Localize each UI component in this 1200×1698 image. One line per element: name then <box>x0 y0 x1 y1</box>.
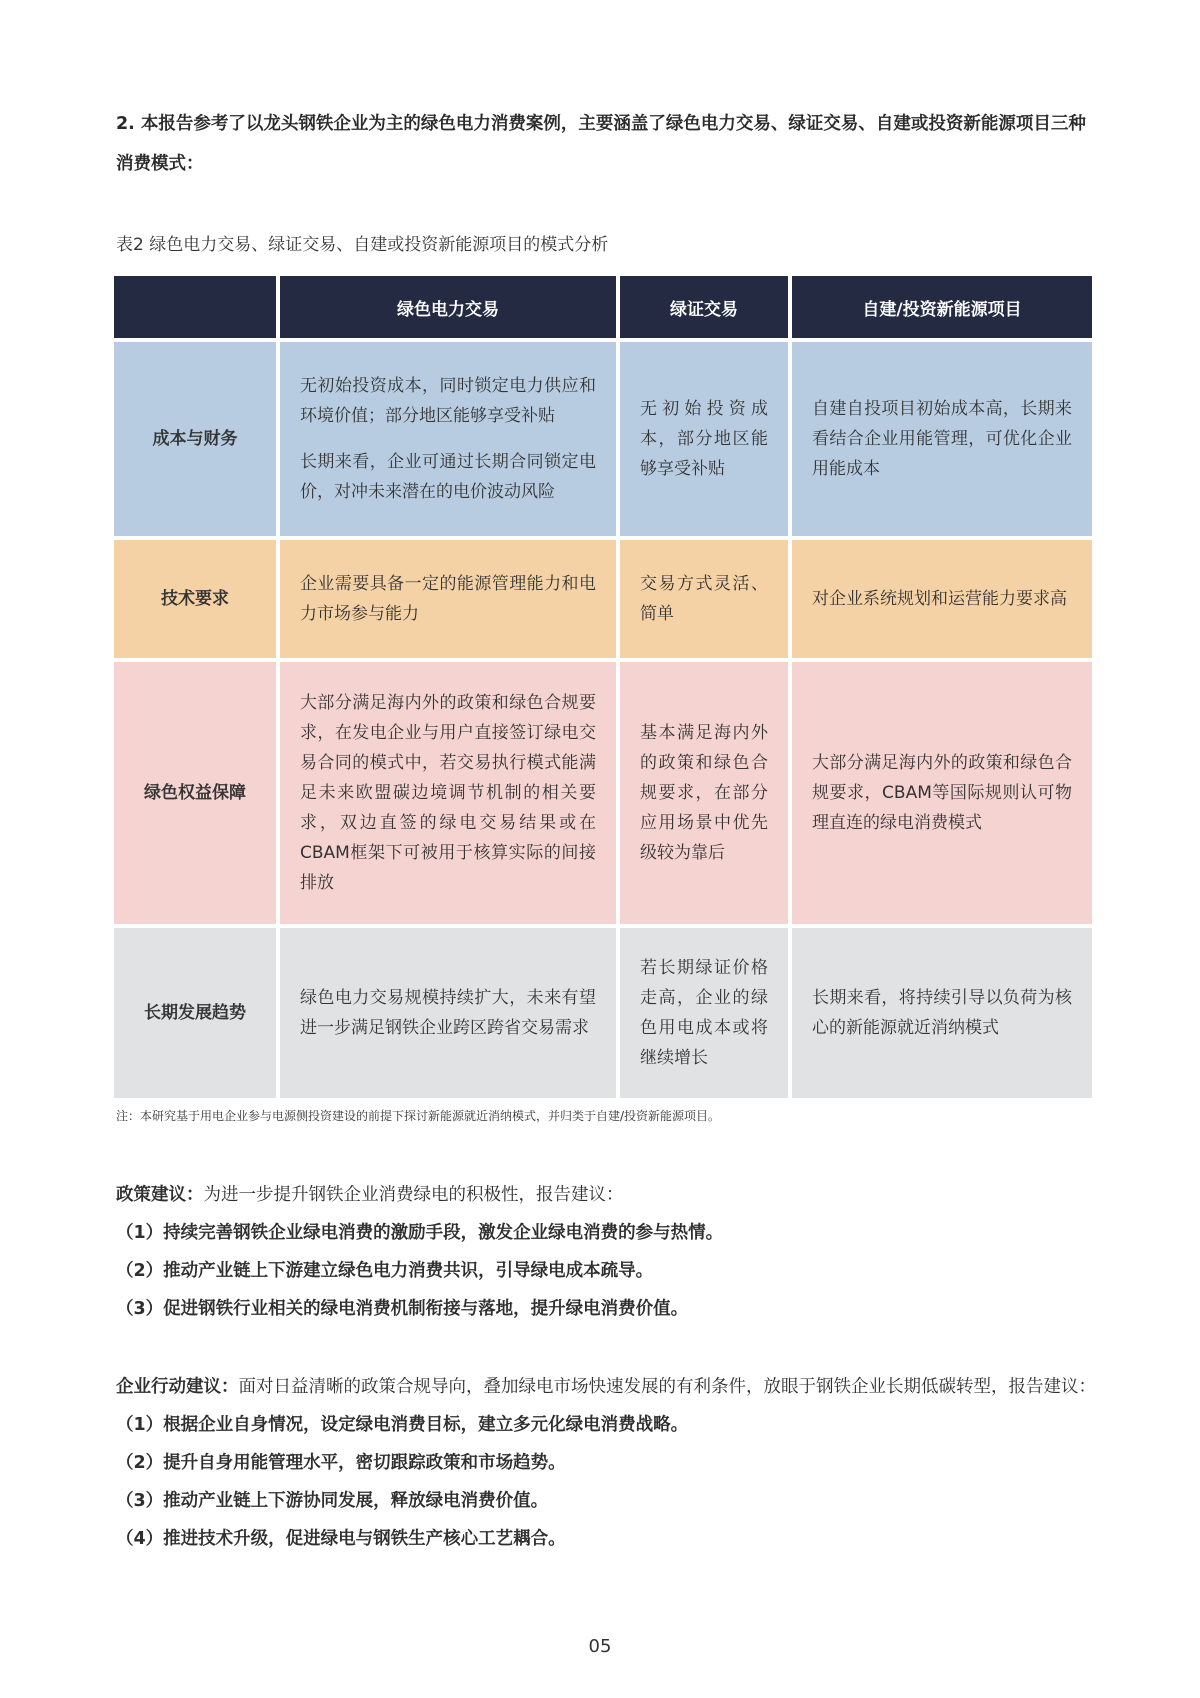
intro-paragraph: 2. 本报告参考了以龙头钢铁企业为主的绿色电力消费案例，主要涵盖了绿色电力交易、绿证交易、自建或投资新能源项目三种消费模式： <box>116 114 1086 174</box>
enterprise-action-recommendations <box>116 1368 1096 1558</box>
cell-text: 无初始投资成本，部分地区能够享受补贴 <box>640 399 768 479</box>
cell-self-built <box>792 662 1092 928</box>
cell-certificate <box>620 928 792 1102</box>
cell-green-power <box>280 342 620 540</box>
cell-certificate <box>620 540 792 662</box>
cell-green-power <box>280 928 620 1102</box>
table-header-row <box>114 276 1092 342</box>
cell-text: 长期来看，将持续引导以负荷为核心的新能源就近消纳模式 <box>812 988 1072 1038</box>
policy-list <box>116 1214 1096 1328</box>
cell-text: 基本满足海内外的政策和绿色合规要求，在部分应用场景中优先级较为靠后 <box>640 723 768 863</box>
cell-text: 长期来看，企业可通过长期合同锁定电价，对冲未来潜在的电价波动风险 <box>300 452 596 502</box>
header-self-built: 自建/投资新能源项目 <box>792 276 1092 342</box>
cell-text: 企业需要具备一定的能源管理能力和电力市场参与能力 <box>300 574 596 624</box>
list-item: （4）推进技术升级，促进绿电与钢铁生产核心工艺耦合。 <box>116 1529 566 1549</box>
row-label-green-rights: 绿色权益保障 <box>114 662 280 928</box>
cell-self-built <box>792 540 1092 662</box>
cell-green-power <box>280 662 620 928</box>
list-item: （3）推动产业链上下游协同发展，释放绿电消费价值。 <box>116 1491 549 1511</box>
list-item: （1）根据企业自身情况，设定绿电消费目标，建立多元化绿电消费战略。 <box>116 1415 689 1435</box>
header-certificate: 绿证交易 <box>620 276 792 342</box>
cell-self-built <box>792 928 1092 1102</box>
mode-analysis-table <box>114 276 1092 1102</box>
cell-self-built <box>792 342 1092 540</box>
header-green-power: 绿色电力交易 <box>280 276 620 342</box>
header-blank <box>114 276 280 342</box>
table-row <box>114 928 1092 1102</box>
table-row <box>114 342 1092 540</box>
cell-text: 对企业系统规划和运营能力要求高 <box>812 589 1067 609</box>
policy-label: 政策建议： <box>116 1185 204 1205</box>
cell-text: 大部分满足海内外的政策和绿色合规要求，在发电企业与用户直接签订绿电交易合同的模式中，若交易执行模式能满足未来欧盟碳边境调节机制的相关要求，双边直签的绿电交易结果或在CBAM框架下可被用于核算实际的间接排放 <box>300 693 596 893</box>
cell-text: 绿色电力交易规模持续扩大，未来有望进一步满足钢铁企业跨区跨省交易需求 <box>300 988 596 1038</box>
row-label-trend: 长期发展趋势 <box>114 928 280 1102</box>
row-label-cost: 成本与财务 <box>114 342 280 540</box>
table-note: 注：本研究基于用电企业参与电源侧投资建设的前提下探讨新能源就近消纳模式，并归类于自建/投资新能源项目。 <box>116 1109 721 1123</box>
cell-text: 交易方式灵活、简单 <box>640 574 768 624</box>
action-list <box>116 1406 1096 1558</box>
list-item: （1）持续完善钢铁企业绿电消费的激励手段，激发企业绿电消费的参与热情。 <box>116 1223 724 1243</box>
cell-text: 自建自投项目初始成本高，长期来看结合企业用能管理，可优化企业用能成本 <box>812 399 1072 479</box>
row-label-tech: 技术要求 <box>114 540 280 662</box>
cell-text: 若长期绿证价格走高，企业的绿色用电成本或将继续增长 <box>640 958 768 1068</box>
list-item: （2）推动产业链上下游建立绿色电力消费共识，引导绿电成本疏导。 <box>116 1261 654 1281</box>
cell-green-power <box>280 540 620 662</box>
cell-certificate <box>620 662 792 928</box>
policy-intro: 为进一步提升钢铁企业消费绿电的积极性，报告建议： <box>203 1185 624 1205</box>
list-item: （2）提升自身用能管理水平，密切跟踪政策和市场趋势。 <box>116 1453 566 1473</box>
policy-recommendations <box>116 1176 1096 1328</box>
table-caption: 表2 绿色电力交易、绿证交易、自建或投资新能源项目的模式分析 <box>116 235 609 255</box>
list-item: （3）促进钢铁行业相关的绿电消费机制衔接与落地，提升绿电消费价值。 <box>116 1299 689 1319</box>
action-intro: 面对日益清晰的政策合规导向，叠加绿电市场快速发展的有利条件，放眼于钢铁企业长期低碳转型，报告建议： <box>238 1377 1096 1397</box>
cell-certificate <box>620 342 792 540</box>
page-number: 05 <box>588 1636 612 1657</box>
action-label: 企业行动建议： <box>116 1377 239 1397</box>
table-row <box>114 540 1092 662</box>
cell-text: 大部分满足海内外的政策和绿色合规要求，CBAM等国际规则认可物理直连的绿电消费模式 <box>812 753 1072 833</box>
table-row <box>114 662 1092 928</box>
cell-text: 无初始投资成本，同时锁定电力供应和环境价值；部分地区能够享受补贴 <box>300 376 596 426</box>
